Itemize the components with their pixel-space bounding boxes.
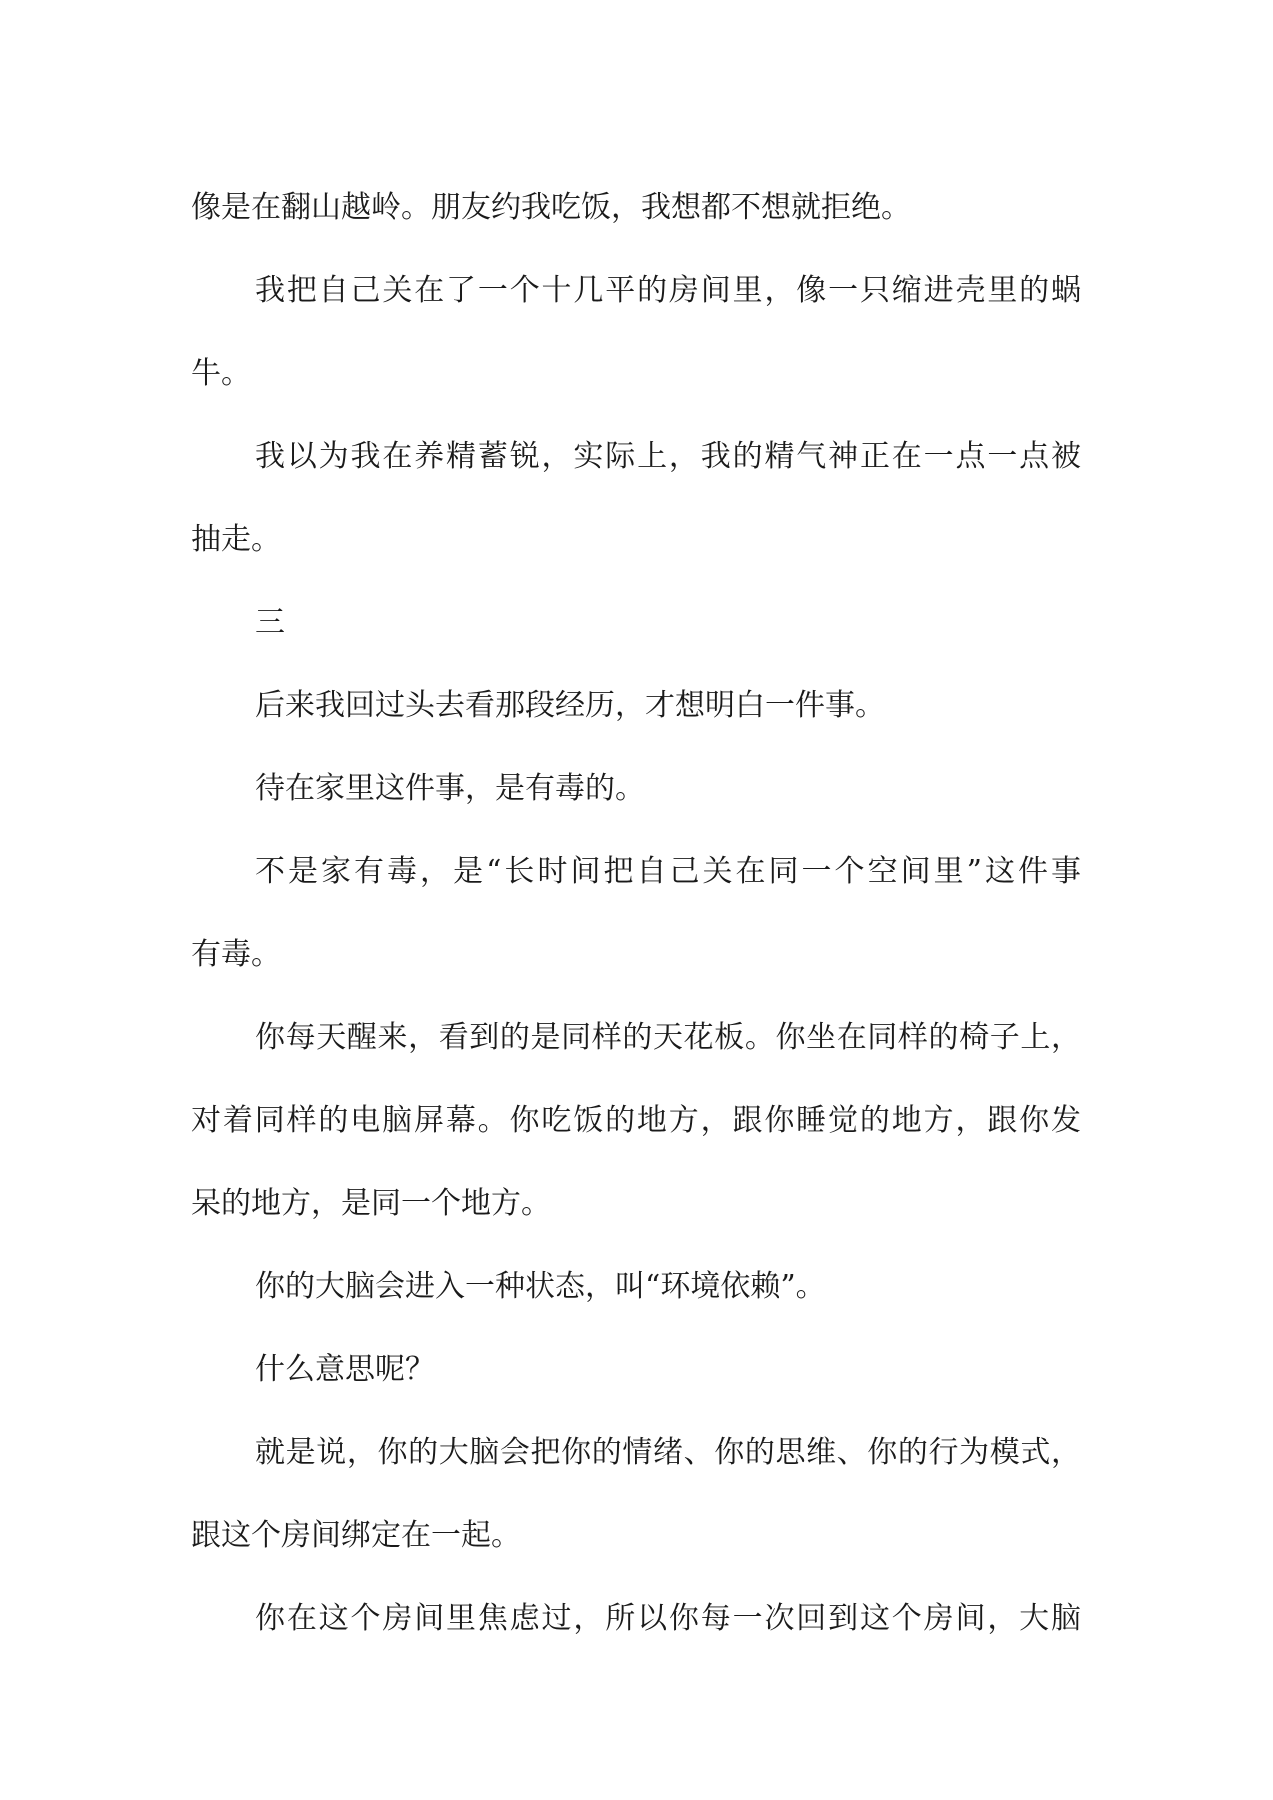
text-line: 待在家里这件事，是有毒的。 bbox=[255, 771, 645, 806]
text-line: 像是在翻山越岭。朋友约我吃饭，我想都不想就拒绝。 bbox=[191, 190, 911, 225]
text-line: 我以为我在养精蓄锐，实际上，我的精气神正在一点一点被 bbox=[255, 439, 1081, 474]
section-heading: 三 bbox=[255, 605, 285, 640]
text-line: 什么意思呢？ bbox=[255, 1352, 435, 1387]
text-line: 有毒。 bbox=[191, 937, 281, 972]
text-line: 抽走。 bbox=[191, 522, 281, 557]
text-line: 你每天醒来，看到的是同样的天花板。你坐在同样的椅子上， bbox=[255, 1020, 1081, 1055]
text-line: 呆的地方，是同一个地方。 bbox=[191, 1186, 551, 1221]
text-line: 我把自己关在了一个十几平的房间里，像一只缩进壳里的蜗 bbox=[255, 273, 1081, 308]
text-line: 不是家有毒，是“长时间把自己关在同一个空间里”这件事 bbox=[255, 854, 1081, 889]
text-line: 对着同样的电脑屏幕。你吃饭的地方，跟你睡觉的地方，跟你发 bbox=[191, 1103, 1081, 1138]
text-line: 跟这个房间绑定在一起。 bbox=[191, 1518, 521, 1553]
text-line: 牛。 bbox=[191, 356, 251, 391]
text-line: 你的大脑会进入一种状态，叫“环境依赖”。 bbox=[255, 1269, 826, 1304]
text-line: 就是说，你的大脑会把你的情绪、你的思维、你的行为模式， bbox=[255, 1435, 1081, 1470]
body-text bbox=[191, 166, 1081, 1660]
text-line: 你在这个房间里焦虑过，所以你每一次回到这个房间，大脑 bbox=[255, 1601, 1081, 1636]
text-line: 后来我回过头去看那段经历，才想明白一件事。 bbox=[255, 688, 885, 723]
